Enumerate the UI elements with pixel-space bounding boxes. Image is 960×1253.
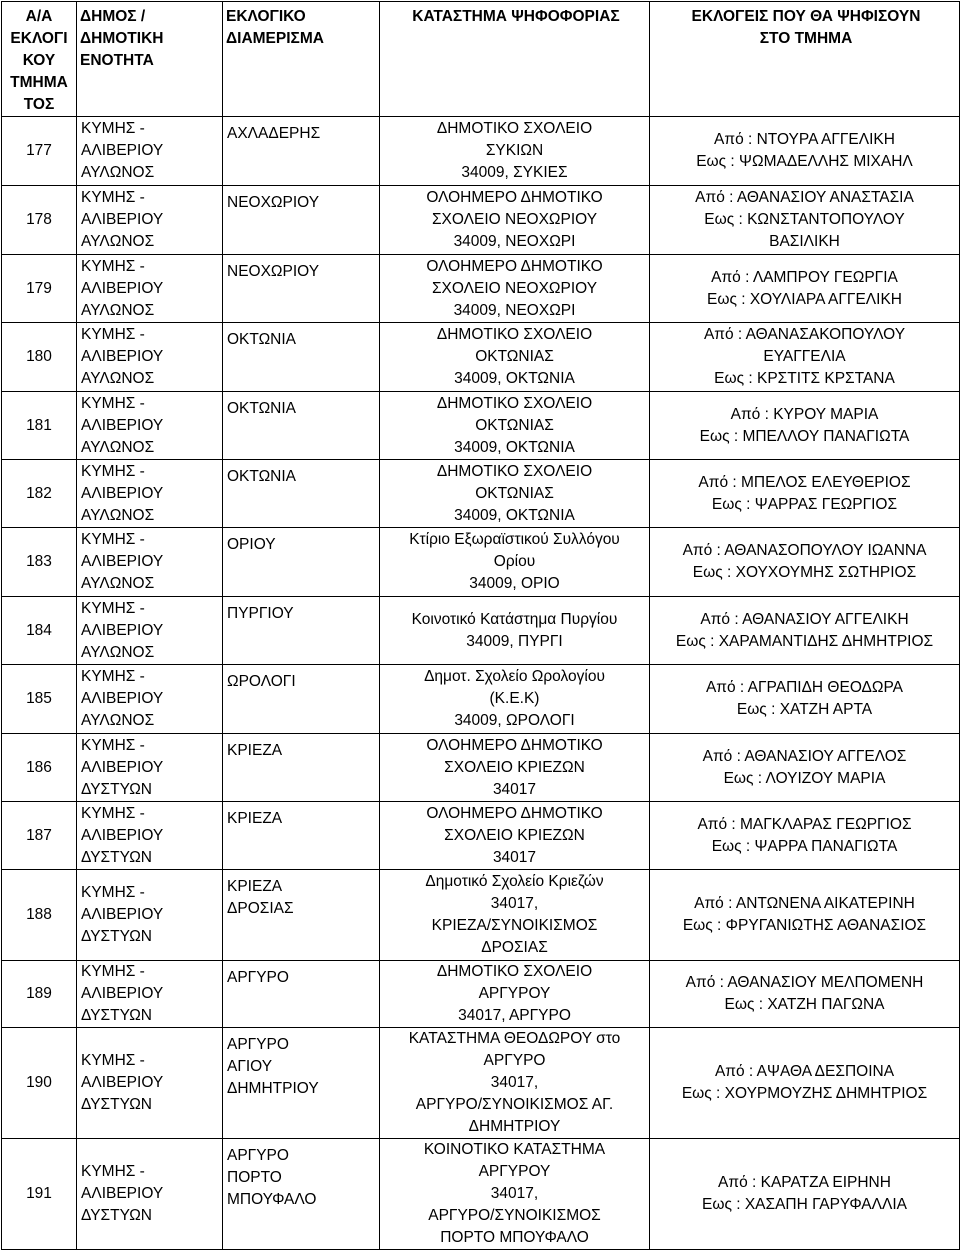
text-line: ΚΥΜΗΣ - bbox=[81, 462, 145, 480]
text-line: Από : ΜΠΕΛΟΣ ΕΛΕΥΘΕΡΙΟΣ bbox=[698, 473, 911, 491]
table-row bbox=[2, 392, 960, 460]
electoral-district-cell bbox=[223, 665, 380, 734]
text-line: ΔΗΜΟΣ / bbox=[80, 8, 146, 25]
voters-range-cell bbox=[650, 323, 960, 392]
municipality-cell bbox=[77, 1139, 223, 1250]
section-number: 190 bbox=[2, 1028, 77, 1139]
voters-range-cell bbox=[650, 734, 960, 802]
polling-location-cell bbox=[380, 734, 650, 802]
polling-location-cell bbox=[380, 961, 650, 1028]
text-line: ΚΑΤΑΣΤΗΜΑ ΘΕΟΔΩΡΟΥ στο bbox=[408, 1030, 621, 1047]
text-line: ΑΥΛΩΝΟΣ bbox=[81, 506, 155, 524]
voters-range-cell bbox=[650, 961, 960, 1028]
text-line: ΝΕΟΧΩΡΙΟΥ bbox=[227, 194, 320, 211]
text-line: ΟΛΟΗΜΕΡΟ ΔΗΜΟΤΙΚΟ bbox=[426, 736, 603, 754]
section-number: 180 bbox=[2, 323, 77, 392]
text-line: ΑΡΓΥΡΟ bbox=[483, 1052, 546, 1069]
municipality-cell bbox=[77, 460, 223, 528]
text-line: ΑΛΙΒΕΡΙΟΥ bbox=[81, 690, 164, 707]
text-line: ΤΜΗΜΑ bbox=[10, 74, 68, 91]
voters-range-cell bbox=[650, 255, 960, 323]
table-row bbox=[2, 323, 960, 392]
text-line: Από : ΑΝΤΩΝΕΝΑ ΑΙΚΑΤΕΡΙΝΗ bbox=[694, 895, 915, 912]
text-line: 34009, ΣΥΚΙΕΣ bbox=[461, 164, 568, 181]
text-line: ΚΡΙΕΖΑ bbox=[227, 878, 283, 895]
text-line: Από : ΑΘΑΝΑΣΑΚΟΠΟΥΛΟΥ bbox=[703, 326, 906, 343]
text-line: ΕΚΛΟΓΕΙΣ ΠΟΥ ΘΑ ΨΗΦΙΣΟΥΝ bbox=[691, 8, 921, 25]
text-line: ΑΛΙΒΕΡΙΟΥ bbox=[81, 826, 164, 844]
text-line: Εως : ΧΑΡΑΜΑΝΤΙΔΗΣ ΔΗΜΗΤΡΙΟΣ bbox=[675, 632, 934, 650]
municipality-cell bbox=[77, 528, 223, 597]
table-row bbox=[2, 1139, 960, 1250]
polling-location-cell bbox=[380, 870, 650, 961]
voters-range-cell bbox=[650, 460, 960, 528]
text-line: ΔΗΜΟΤΙΚΟ ΣΧΟΛΕΙΟ bbox=[436, 963, 593, 980]
polling-location-cell bbox=[380, 323, 650, 392]
text-line: ΚΥΜΗΣ - bbox=[81, 257, 145, 275]
text-line: ΑΓΙΟΥ bbox=[227, 1058, 273, 1075]
polling-location-cell bbox=[380, 528, 650, 597]
voters-range-cell bbox=[650, 870, 960, 961]
text-line: ΚΥΜΗΣ - bbox=[81, 736, 145, 754]
text-line: Δημοτικό Σχολείο Κριεζών bbox=[425, 873, 604, 890]
polling-location-cell bbox=[380, 117, 650, 186]
section-number: 177 bbox=[2, 117, 77, 186]
voters-range-cell bbox=[650, 528, 960, 597]
text-line: ΟΚΤΩΝΙΑΣ bbox=[475, 348, 554, 365]
text-line: ΑΛΙΒΕΡΙΟΥ bbox=[81, 142, 164, 159]
section-number: 181 bbox=[2, 392, 77, 460]
text-line: ΑΡΓΥΡΟΥ bbox=[478, 985, 551, 1002]
text-line: ΑΛΙΒΕΡΙΟΥ bbox=[81, 985, 164, 1002]
header-voters bbox=[650, 2, 960, 117]
text-line: ΚΥΜΗΣ - bbox=[81, 804, 145, 822]
table-row bbox=[2, 665, 960, 734]
municipality-cell bbox=[77, 186, 223, 255]
text-line: ΔΗΜΟΤΙΚΟ ΣΧΟΛΕΙΟ bbox=[436, 462, 593, 480]
voters-range-cell bbox=[650, 117, 960, 186]
municipality-cell bbox=[77, 870, 223, 961]
voters-range-cell bbox=[650, 186, 960, 255]
electoral-district-cell bbox=[223, 186, 380, 255]
text-line: ΑΛΙΒΕΡΙΟΥ bbox=[81, 1185, 164, 1202]
text-line: ΚΥΜΗΣ - bbox=[81, 394, 145, 412]
text-line: ΜΠΟΥΦΑΛΟ bbox=[227, 1191, 317, 1208]
text-line: ΑΛΙΒΕΡΙΟΥ bbox=[81, 484, 164, 502]
text-line: Από : ΑΨΑΘΑ ΔΕΣΠΟΙΝΑ bbox=[714, 1063, 895, 1080]
text-line: ΑΥΛΩΝΟΣ bbox=[81, 575, 155, 592]
municipality-cell bbox=[77, 961, 223, 1028]
electoral-district-cell bbox=[223, 734, 380, 802]
text-line: 34017, bbox=[490, 1185, 539, 1202]
text-line: 34017, bbox=[490, 1074, 539, 1091]
text-line: Εως : ΚΩΝΣΤΑΝΤΟΠΟΥΛΟΥ bbox=[704, 211, 905, 228]
header-polling-location bbox=[380, 2, 650, 117]
text-line: ΚΥΜΗΣ - bbox=[81, 326, 145, 343]
text-line: ΑΡΓΥΡΟ/ΣΥΝΟΙΚΙΣΜΟΣ bbox=[428, 1207, 601, 1224]
text-line: Από : ΝΤΟΥΡΑ ΑΓΓΕΛΙΚΗ bbox=[714, 131, 895, 148]
text-line: ΑΥΛΩΝΟΣ bbox=[81, 712, 155, 729]
text-line: ΣΧΟΛΕΙΟ ΚΡΙΕΖΩΝ bbox=[444, 826, 585, 844]
table-row bbox=[2, 870, 960, 961]
electoral-district-cell bbox=[223, 597, 380, 665]
text-line: Από : ΚΑΡΑΤΖΑ ΕΙΡΗΝΗ bbox=[718, 1174, 891, 1191]
text-line: ΟΚΤΩΝΙΑ bbox=[227, 400, 297, 417]
text-line: ΔΙΑΜΕΡΙΣΜΑ bbox=[226, 30, 324, 47]
text-line: ΑΡΓΥΡΟ bbox=[227, 1036, 289, 1053]
text-line: Εως : ΨΩΜΑΔΕΛΛΗΣ ΜΙΧΑΗΛ bbox=[696, 153, 913, 170]
header-row bbox=[2, 2, 960, 117]
text-line: Κτίριο Εξωραϊστικού Συλλόγου bbox=[409, 531, 620, 548]
text-line: ΔΥΣΤΥΩΝ bbox=[81, 928, 152, 945]
polling-location-cell bbox=[380, 392, 650, 460]
text-line: ΑΥΛΩΝΟΣ bbox=[81, 438, 155, 456]
text-line: Εως : ΧΑΣΑΠΗ ΓΑΡΥΦΑΛΛΙΑ bbox=[702, 1196, 907, 1213]
polling-location-cell bbox=[380, 802, 650, 870]
municipality-cell bbox=[77, 1028, 223, 1139]
voters-range-cell bbox=[650, 1028, 960, 1139]
voters-range-cell bbox=[650, 597, 960, 665]
text-line: 34009, ΟΡΙΟ bbox=[469, 575, 560, 592]
text-line: (Κ.Ε.Κ) bbox=[489, 690, 540, 707]
voters-range-cell bbox=[650, 802, 960, 870]
table-body bbox=[2, 117, 960, 1250]
text-line: 34017, bbox=[490, 895, 539, 912]
text-line: Ορίου bbox=[493, 553, 536, 570]
text-line: ΚΡΙΕΖΑ bbox=[227, 742, 283, 759]
text-line: ΠΥΡΓΙΟΥ bbox=[227, 605, 294, 622]
table-row bbox=[2, 961, 960, 1028]
polling-location-cell bbox=[380, 1139, 650, 1250]
electoral-district-cell bbox=[223, 255, 380, 323]
text-line: ΟΚΤΩΝΙΑ bbox=[227, 468, 297, 485]
voters-range-cell bbox=[650, 392, 960, 460]
text-line: ΚΑΤΑΣΤΗΜΑ ΨΗΦΟΦΟΡΙΑΣ bbox=[412, 8, 620, 25]
section-number: 189 bbox=[2, 961, 77, 1028]
text-line: Εως : ΧΑΤΖΗ ΠΑΓΩΝΑ bbox=[724, 996, 885, 1013]
table-row bbox=[2, 802, 960, 870]
text-line: ΔΗΜΟΤΙΚΗ bbox=[80, 30, 164, 47]
municipality-cell bbox=[77, 255, 223, 323]
text-line: ΑΛΙΒΕΡΙΟΥ bbox=[81, 348, 164, 365]
polling-location-cell bbox=[380, 186, 650, 255]
text-line: ΟΚΤΩΝΙΑΣ bbox=[475, 484, 554, 502]
text-line: ΚΥΜΗΣ - bbox=[81, 1163, 145, 1180]
polling-location-cell bbox=[380, 597, 650, 665]
municipality-cell bbox=[77, 117, 223, 186]
polling-location-cell bbox=[380, 255, 650, 323]
electoral-district-cell bbox=[223, 460, 380, 528]
text-line: ΣΧΟΛΕΙΟ ΝΕΟΧΩΡΙΟΥ bbox=[431, 211, 598, 228]
section-number: 191 bbox=[2, 1139, 77, 1250]
text-line: ΟΚΤΩΝΙΑ bbox=[227, 331, 297, 348]
municipality-cell bbox=[77, 734, 223, 802]
table-row bbox=[2, 117, 960, 186]
text-line: Εως : ΧΟΥΡΜΟΥΖΗΣ ΔΗΜΗΤΡΙΟΣ bbox=[681, 1085, 928, 1102]
text-line: ΟΚΤΩΝΙΑΣ bbox=[475, 416, 554, 434]
text-line: ΑΡΓΥΡΟΥ bbox=[478, 1163, 551, 1180]
text-line: ΑΥΛΩΝΟΣ bbox=[81, 301, 155, 319]
text-line: Εως : ΦΡΥΓΑΝΙΩΤΗΣ ΑΘΑΝΑΣΙΟΣ bbox=[682, 917, 927, 934]
text-line: ΑΛΙΒΕΡΙΟΥ bbox=[81, 553, 164, 570]
text-line: Εως : ΧΟΥΧΟΥΜΗΣ ΣΩΤΗΡΙΟΣ bbox=[692, 564, 917, 581]
text-line: ΔΗΜΟΤΙΚΟ ΣΧΟΛΕΙΟ bbox=[436, 120, 593, 137]
text-line: 34017 bbox=[492, 848, 537, 866]
text-line: Εως : ΧΑΤΖΗ ΑΡΤΑ bbox=[736, 701, 873, 718]
polling-location-cell bbox=[380, 665, 650, 734]
text-line: ΚΡΙΕΖΑ/ΣΥΝΟΙΚΙΣΜΟΣ bbox=[431, 917, 598, 934]
section-number: 186 bbox=[2, 734, 77, 802]
text-line: ΕΝΟΤΗΤΑ bbox=[80, 52, 154, 69]
text-line: ΑΥΛΩΝΟΣ bbox=[81, 233, 155, 250]
text-line: ΔΥΣΤΥΩΝ bbox=[81, 848, 152, 866]
municipality-cell bbox=[77, 597, 223, 665]
text-line: 34009, ΠΥΡΓΙ bbox=[466, 632, 563, 650]
text-line: Από : ΑΓΡΑΠΙΔΗ ΘΕΟΔΩΡΑ bbox=[705, 679, 904, 696]
text-line: 34017 bbox=[492, 780, 537, 798]
text-line: ΝΕΟΧΩΡΙΟΥ bbox=[227, 263, 320, 280]
table-row bbox=[2, 734, 960, 802]
text-line: ΑΧΛΑΔΕΡΗΣ bbox=[227, 125, 321, 142]
text-line: ΑΛΙΒΕΡΙΟΥ bbox=[81, 906, 164, 923]
section-number: 185 bbox=[2, 665, 77, 734]
table-row bbox=[2, 255, 960, 323]
text-line: ΕΚΛΟΓΙΚΟ bbox=[226, 8, 306, 25]
text-line: ΑΡΓΥΡΟ/ΣΥΝΟΙΚΙΣΜΟΣ ΑΓ. bbox=[415, 1096, 614, 1113]
text-line: ΚΥΜΗΣ - bbox=[81, 884, 145, 901]
text-line: ΚΥΜΗΣ - bbox=[81, 668, 145, 685]
text-line: ΣΧΟΛΕΙΟ ΚΡΙΕΖΩΝ bbox=[444, 758, 585, 776]
text-line: ΔΗΜΗΤΡΙΟΥ bbox=[468, 1118, 561, 1135]
text-line: ΑΥΛΩΝΟΣ bbox=[81, 164, 155, 181]
text-line: ΕΥΑΓΓΕΛΙΑ bbox=[763, 348, 846, 365]
text-line: Εως : ΚΡΣΤΙΤΣ ΚΡΣΤΑΝΑ bbox=[714, 370, 895, 387]
text-line: ΠΟΡΤΟ bbox=[227, 1169, 282, 1186]
electoral-district-cell bbox=[223, 323, 380, 392]
text-line: ΣΤΟ ΤΜΗΜΑ bbox=[759, 30, 853, 47]
text-line: ΑΛΙΒΕΡΙΟΥ bbox=[81, 211, 164, 228]
text-line: Κοινοτικό Κατάστημα Πυργίου bbox=[411, 610, 618, 628]
text-line: ΔΥΣΤΥΩΝ bbox=[81, 1207, 152, 1224]
text-line: 34009, ΝΕΟΧΩΡΙ bbox=[453, 233, 576, 250]
voters-range-cell bbox=[650, 1139, 960, 1250]
text-line: ΑΛΙΒΕΡΙΟΥ bbox=[81, 279, 164, 297]
text-line: 34017, ΑΡΓΥΡΟ bbox=[458, 1007, 571, 1024]
section-number: 178 bbox=[2, 186, 77, 255]
table-row bbox=[2, 1028, 960, 1139]
section-number: 179 bbox=[2, 255, 77, 323]
text-line: ΚΥΜΗΣ - bbox=[81, 120, 145, 137]
section-number: 183 bbox=[2, 528, 77, 597]
text-line: ΑΡΓΥΡΟ bbox=[227, 1147, 289, 1164]
electoral-district-cell bbox=[223, 117, 380, 186]
electoral-district-cell bbox=[223, 1028, 380, 1139]
header-section-number bbox=[2, 2, 77, 117]
municipality-cell bbox=[77, 323, 223, 392]
municipality-cell bbox=[77, 802, 223, 870]
text-line: ΚΟΙΝΟΤΙΚΟ ΚΑΤΑΣΤΗΜΑ bbox=[423, 1141, 606, 1158]
polling-stations-table bbox=[1, 1, 960, 1250]
text-line: ΔΥΣΤΥΩΝ bbox=[81, 780, 152, 798]
text-line: ΑΥΛΩΝΟΣ bbox=[81, 643, 155, 661]
text-line: Δημοτ. Σχολείο Ωρολογίου bbox=[424, 668, 605, 685]
municipality-cell bbox=[77, 392, 223, 460]
text-line: ΚΥΜΗΣ - bbox=[81, 189, 145, 206]
polling-location-cell bbox=[380, 460, 650, 528]
text-line: ΒΑΣΙΛΙΚΗ bbox=[769, 233, 840, 250]
text-line: ΚΥΜΗΣ - bbox=[81, 599, 145, 617]
text-line: ΟΛΟΗΜΕΡΟ ΔΗΜΟΤΙΚΟ bbox=[426, 804, 603, 822]
electoral-district-cell bbox=[223, 528, 380, 597]
text-line: ΔΡΟΣΙΑΣ bbox=[227, 900, 294, 917]
text-line: ΠΟΡΤΟ ΜΠΟΥΦΑΛΟ bbox=[440, 1229, 589, 1246]
text-line: Από : ΑΘΑΝΑΣΟΠΟΥΛΟΥ ΙΩΑΝΝΑ bbox=[682, 542, 927, 559]
table-row bbox=[2, 460, 960, 528]
section-number: 187 bbox=[2, 802, 77, 870]
text-line: ΑΛΙΒΕΡΙΟΥ bbox=[81, 416, 164, 434]
text-line: ΩΡΟΛΟΓΙ bbox=[227, 673, 296, 690]
text-line: ΚΟΥ bbox=[22, 52, 56, 69]
text-line: ΚΥΜΗΣ - bbox=[81, 1052, 145, 1069]
table-row bbox=[2, 186, 960, 255]
text-line: ΟΛΟΗΜΕΡΟ ΔΗΜΟΤΙΚΟ bbox=[426, 257, 603, 275]
electoral-district-cell bbox=[223, 802, 380, 870]
text-line: ΔΥΣΤΥΩΝ bbox=[81, 1007, 152, 1024]
section-number: 184 bbox=[2, 597, 77, 665]
text-line: Εως : ΨΑΡΡΑΣ ΓΕΩΡΓΙΟΣ bbox=[711, 495, 898, 513]
text-line: ΑΡΓΥΡΟ bbox=[227, 969, 289, 986]
section-number: 182 bbox=[2, 460, 77, 528]
text-line: Από : ΑΘΑΝΑΣΙΟΥ ΑΝΑΣΤΑΣΙΑ bbox=[695, 189, 914, 206]
electoral-district-cell bbox=[223, 961, 380, 1028]
text-line: Από : ΛΑΜΠΡΟΥ ΓΕΩΡΓΙΑ bbox=[711, 268, 898, 286]
text-line: 34009, ΟΚΤΩΝΙΑ bbox=[454, 370, 575, 387]
text-line: ΕΚΛΟΓΙ bbox=[10, 30, 68, 47]
text-line: ΔΡΟΣΙΑΣ bbox=[481, 939, 548, 956]
text-line: Από : ΑΘΑΝΑΣΙΟΥ ΑΓΓΕΛΙΚΗ bbox=[700, 610, 909, 628]
text-line: ΑΛΙΒΕΡΙΟΥ bbox=[81, 1074, 164, 1091]
electoral-district-cell bbox=[223, 392, 380, 460]
text-line: Από : ΑΘΑΝΑΣΙΟΥ ΜΕΛΠΟΜΕΝΗ bbox=[685, 974, 924, 991]
text-line: Από : ΚΥΡΟΥ ΜΑΡΙΑ bbox=[730, 405, 879, 423]
header-electoral-district bbox=[223, 2, 380, 117]
text-line: Εως : ΛΟΥΙΖΟΥ ΜΑΡΙΑ bbox=[723, 769, 886, 787]
text-line: ΔΥΣΤΥΩΝ bbox=[81, 1096, 152, 1113]
text-line: Α/Α bbox=[25, 8, 53, 25]
text-line: ΟΡΙΟΥ bbox=[227, 536, 276, 553]
text-line: Από : ΑΘΑΝΑΣΙΟΥ ΑΓΓΕΛΟΣ bbox=[702, 747, 907, 765]
text-line: ΑΛΙΒΕΡΙΟΥ bbox=[81, 621, 164, 639]
polling-location-cell bbox=[380, 1028, 650, 1139]
electoral-district-cell bbox=[223, 1139, 380, 1250]
text-line: ΤΟΣ bbox=[23, 96, 55, 113]
text-line: ΔΗΜΟΤΙΚΟ ΣΧΟΛΕΙΟ bbox=[436, 326, 593, 343]
text-line: Εως : ΨΑΡΡΑ ΠΑΝΑΓΙΩΤΑ bbox=[711, 837, 898, 855]
text-line: ΚΥΜΗΣ - bbox=[81, 963, 145, 980]
text-line: ΔΗΜΗΤΡΙΟΥ bbox=[227, 1080, 319, 1097]
text-line: ΟΛΟΗΜΕΡΟ ΔΗΜΟΤΙΚΟ bbox=[426, 189, 603, 206]
header-municipality bbox=[77, 2, 223, 117]
text-line: Από : ΜΑΓΚΛΑΡΑΣ ΓΕΩΡΓΙΟΣ bbox=[697, 815, 912, 833]
text-line: ΔΗΜΟΤΙΚΟ ΣΧΟΛΕΙΟ bbox=[436, 394, 593, 412]
text-line: 34009, ΟΚΤΩΝΙΑ bbox=[454, 438, 575, 456]
text-line: Εως : ΧΟΥΛΙΑΡΑ ΑΓΓΕΛΙΚΗ bbox=[707, 290, 902, 308]
text-line: 34009, ΝΕΟΧΩΡΙ bbox=[453, 301, 576, 319]
voters-range-cell bbox=[650, 665, 960, 734]
table-row bbox=[2, 528, 960, 597]
text-line: ΣΥΚΙΩΝ bbox=[485, 142, 544, 159]
municipality-cell bbox=[77, 665, 223, 734]
text-line: 34009, ΩΡΟΛΟΓΙ bbox=[454, 712, 575, 729]
text-line: ΑΥΛΩΝΟΣ bbox=[81, 370, 155, 387]
text-line: ΚΥΜΗΣ - bbox=[81, 531, 145, 548]
table-row bbox=[2, 597, 960, 665]
text-line: ΑΛΙΒΕΡΙΟΥ bbox=[81, 758, 164, 776]
text-line: ΣΧΟΛΕΙΟ ΝΕΟΧΩΡΙΟΥ bbox=[431, 279, 598, 297]
text-line: 34009, ΟΚΤΩΝΙΑ bbox=[454, 506, 575, 524]
text-line: Εως : ΜΠΕΛΛΟΥ ΠΑΝΑΓΙΩΤΑ bbox=[699, 427, 910, 445]
section-number: 188 bbox=[2, 870, 77, 961]
electoral-district-cell bbox=[223, 870, 380, 961]
text-line: ΚΡΙΕΖΑ bbox=[227, 810, 283, 827]
